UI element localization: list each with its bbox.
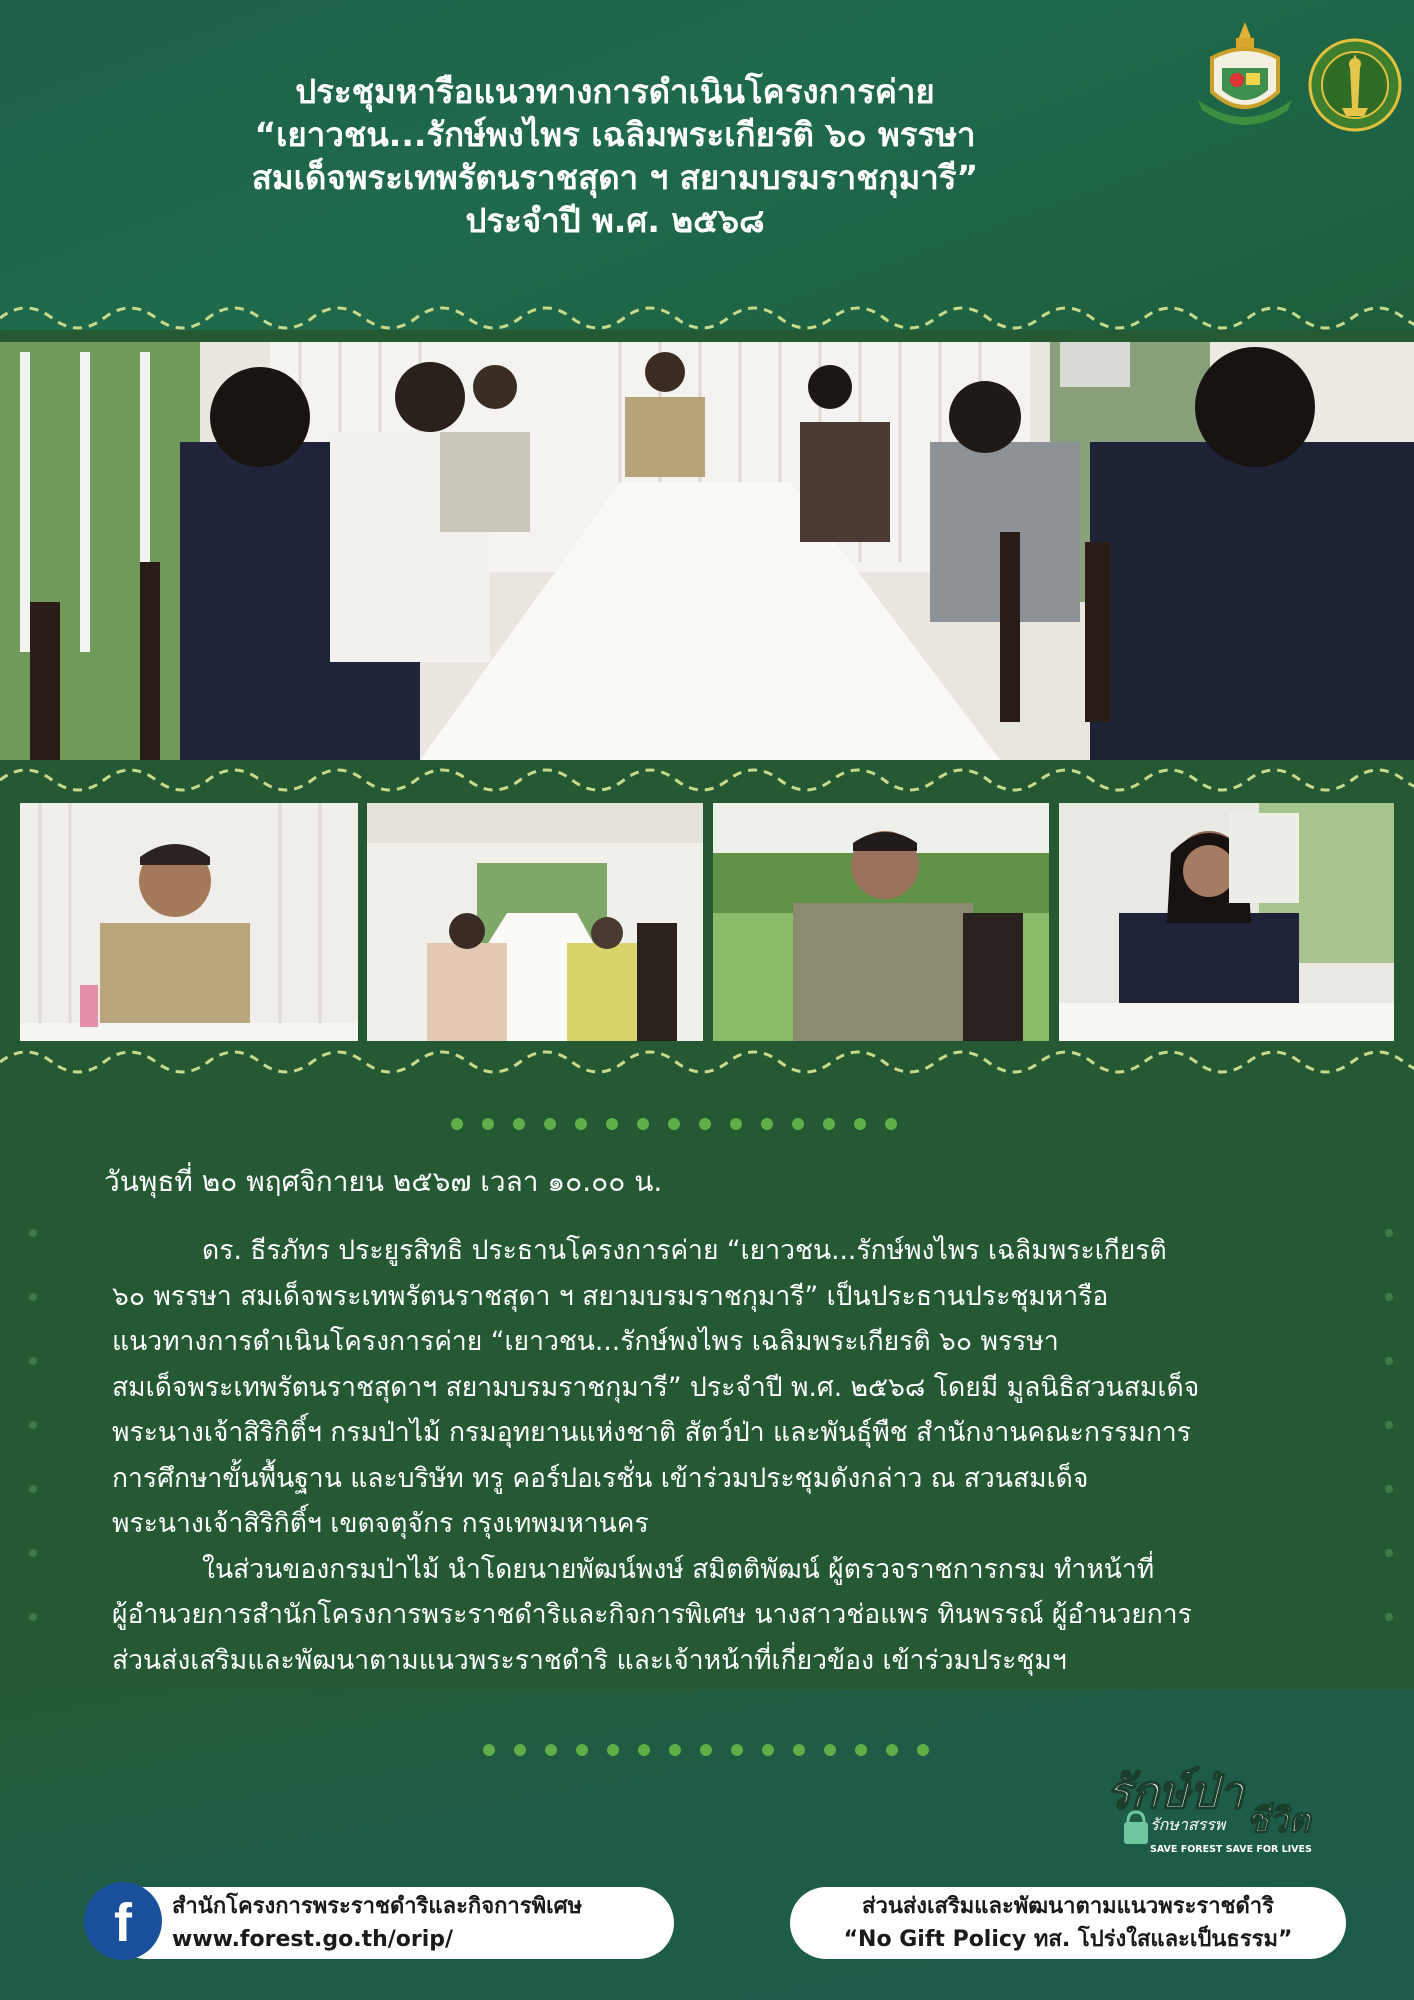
paragraph-2-line: ในส่วนของกรมป่าไม้ นำโดยนายพัฒน์พงษ์ สมิตติพัฒน์ ผู้ตรวจราชการกรม ทำหน้าที่	[202, 1553, 1155, 1585]
paragraph-2-line: ส่วนส่งเสริมและพัฒนาตามแนวพระราชดำริ และเจ้าหน้าที่เกี่ยวข้อง เข้าร่วมประชุมฯ	[112, 1644, 1067, 1676]
logo-sub-text: รักษาสรรพ	[1150, 1815, 1226, 1834]
side-dot-column	[28, 1225, 38, 1675]
logo-life-text: ชีวิต	[1246, 1801, 1311, 1841]
footer-office-name: สำนักโครงการพระราชดำริและกิจการพิเศษ	[172, 1894, 583, 1919]
footer-right-pill	[790, 1887, 1346, 1959]
paragraph-1-line: แนวทางการดำเนินโครงการค่าย “เยาวชน...รักษ์พงไพร เฉลิมพระเกียรติ ๖๐ พรรษา	[112, 1326, 1059, 1357]
dot-divider	[450, 1117, 910, 1131]
wave-divider	[0, 1040, 1414, 1084]
page-title	[180, 70, 1050, 242]
female-participant-photo	[1059, 803, 1394, 1041]
paragraph-1-line: ๖๐ พรรษา สมเด็จพระเทพรัตนราชสุดา ฯ สยามบรมราชกุมารี” เป็นประธานประชุมหารือ	[112, 1280, 1109, 1312]
royal-forest-department-seal-icon	[1308, 38, 1402, 132]
paragraph-1-line: การศึกษาขั้นพื้นฐาน และบริษัท ทรู คอร์ปอเรชั่น เข้าร่วมประชุมดังกล่าว ณ สวนสมเด็จ	[112, 1462, 1089, 1494]
article-body	[112, 1228, 1312, 1683]
meeting-table-photo	[0, 342, 1414, 760]
paragraph-1-line: พระนางเจ้าสิริกิติ์ฯ เขตจตุจักร กรุงเทพมหานคร	[112, 1508, 649, 1539]
paragraph-1-line: ดร. ธีรภัทร ประยูรสิทธิ ประธานโครงการค่าย “เยาวชน...รักษ์พงไพร เฉลิมพระเกียรติ	[202, 1235, 1167, 1266]
official-portrait-photo	[20, 803, 358, 1041]
footer-policy-text: “No Gift Policy ทส. โปร่งใสและเป็นธรรม”	[843, 1927, 1293, 1952]
footer-left-pill[interactable]	[110, 1887, 674, 1959]
footer-division-name: ส่วนส่งเสริมและพัฒนาตามแนวพระราชดำริ	[862, 1894, 1274, 1919]
save-forest-logo	[1106, 1760, 1346, 1860]
footer-website-link[interactable]: www.forest.go.th/orip/	[172, 1927, 454, 1952]
title-line-3: สมเด็จพระเทพรัตนราชสุดา ฯ สยามบรมราชกุมารี”	[251, 158, 979, 197]
paragraph-2-line: ผู้อำนวยการสำนักโครงการพระราชดำริและกิจการพิเศษ นางสาวช่อแพร ทินพรรณ์ ผู้อำนวยการ	[112, 1599, 1192, 1630]
royal-project-seal-icon	[1192, 18, 1298, 128]
title-line-4: ประจำปี พ.ศ. ๒๕๖๘	[465, 201, 765, 240]
paragraph-1-line: พระนางเจ้าสิริกิติ์ฯ กรมป่าไม้ กรมอุทยานแห่งชาติ สัตว์ป่า และพันธุ์พืช สำนักงานคณะกรรมการ	[112, 1417, 1192, 1448]
forest-officer-photo	[713, 803, 1049, 1041]
logo-tagline: SAVE FOREST SAVE FOR LIVES	[1150, 1844, 1312, 1855]
wave-divider	[0, 296, 1414, 340]
title-line-2: “เยาวชน...รักษ์พงไพร เฉลิมพระเกียรติ ๖๐ พรรษา	[254, 115, 976, 154]
meeting-date: วันพุธที่ ๒๐ พฤศจิกายน ๒๕๖๗ เวลา ๑๐.๐๐ น.	[104, 1165, 663, 1198]
dot-divider	[482, 1743, 942, 1757]
wave-divider	[0, 758, 1414, 802]
title-line-1: ประชุมหารือแนวทางการดำเนินโครงการค่าย	[295, 72, 935, 111]
meeting-room-photo	[367, 803, 703, 1041]
paragraph-1-line: สมเด็จพระเทพรัตนราชสุดาฯ สยามบรมราชกุมารี” ประจำปี พ.ศ. ๒๕๖๘ โดยมี มูลนิธิสวนสมเด็จ	[112, 1371, 1200, 1403]
facebook-icon[interactable]: f	[84, 1882, 162, 1960]
logo-main-text: รักษ์ป่า	[1106, 1765, 1244, 1819]
side-dot-column	[1384, 1225, 1394, 1675]
